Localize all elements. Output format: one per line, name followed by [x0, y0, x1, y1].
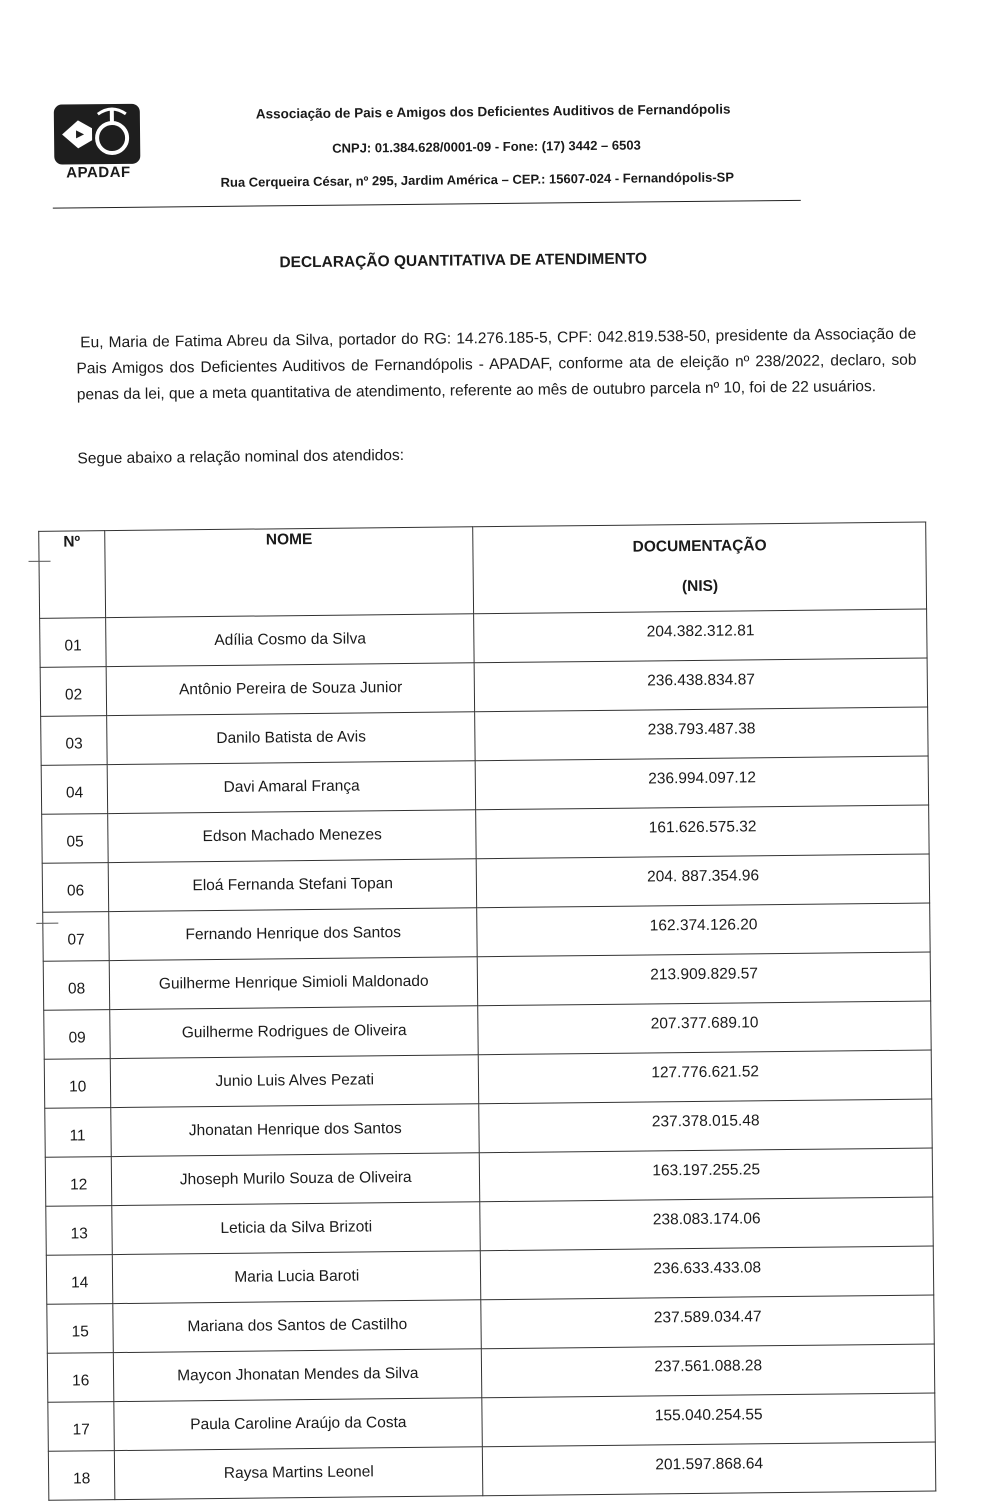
list-intro: Segue abaixo a relação nominal dos atendidos: [77, 446, 405, 468]
row-nis: 161.626.575.32 [476, 805, 929, 859]
row-number: 17 [48, 1402, 115, 1452]
row-nis: 207.377.689.10 [478, 1001, 931, 1055]
row-nis: 238.083.174.06 [480, 1197, 933, 1251]
row-number: 02 [40, 667, 107, 717]
row-nis: 238.793.487.38 [475, 707, 928, 761]
row-name: Antônio Pereira de Souza Junior [106, 663, 475, 716]
row-name: Guilherme Rodrigues de Oliveira [110, 1006, 479, 1059]
row-name: Maycon Jhonatan Mendes da Silva [113, 1349, 482, 1402]
row-name: Fernando Henrique dos Santos [109, 908, 478, 961]
row-name: Maria Lucia Baroti [112, 1251, 481, 1304]
row-number: 12 [45, 1157, 112, 1207]
row-number: 04 [41, 765, 108, 815]
row-nis: 204.382.312.81 [474, 609, 927, 663]
document-title: DECLARAÇÃO QUANTITATIVA DE ATENDIMENTO [279, 250, 648, 272]
row-number: 09 [44, 1010, 111, 1060]
row-nis: 201.597.868.64 [483, 1442, 936, 1496]
row-nis: 236.438.834.87 [475, 658, 928, 712]
row-number: 03 [41, 716, 108, 766]
row-nis: 162.374.126.20 [477, 903, 930, 957]
row-nis: 237.589.034.47 [481, 1295, 934, 1349]
row-name: Edson Machado Menezes [108, 810, 477, 863]
row-nis: 236.994.097.12 [476, 756, 929, 810]
row-number: 06 [42, 863, 109, 913]
header-doc-line2: (NIS) [681, 577, 719, 596]
scan-mark [36, 923, 58, 924]
row-number: 11 [45, 1108, 112, 1158]
row-name: Jhoseph Murilo Souza de Oliveira [111, 1153, 480, 1206]
row-name: Raysa Martins Leonel [114, 1447, 483, 1500]
row-name: Leticia da Silva Brizoti [112, 1202, 481, 1255]
row-nis: 163.197.255.25 [480, 1148, 933, 1202]
row-nis: 127.776.621.52 [479, 1050, 932, 1104]
row-number: 10 [44, 1059, 111, 1109]
declaration-paragraph: Eu, Maria de Fatima Abreu da Silva, portador do RG: 14.276.185-5, CPF: 042.819.538-50, presidente da Associação de Pais Amigos dos Deficientes Auditivos de Fernandópolis - APADAF, conforme ata de eleição nº 238/2022, declaro, sob penas da lei, que a meta quantitativa de atendimento, referente ao mês de outubro parcela nº 10, foi de 22 usuários. [76, 325, 917, 404]
row-name: Junio Luis Alves Pezati [110, 1055, 479, 1108]
row-number: 05 [42, 814, 109, 864]
header-doc-line1: DOCUMENTAÇÃO [632, 537, 767, 556]
table-row [48, 1442, 935, 1500]
row-number: 07 [43, 912, 110, 962]
logo-text: APADAF [66, 163, 131, 182]
table-header-row [39, 522, 927, 618]
attendees-table [38, 522, 936, 1501]
row-name: Jhonatan Henrique dos Santos [111, 1104, 480, 1157]
row-number: 01 [40, 618, 107, 668]
row-nis: 155.040.254.55 [482, 1393, 935, 1447]
row-nis: 237.378.015.48 [479, 1099, 932, 1153]
row-name: Eloá Fernanda Stefani Topan [108, 859, 477, 912]
row-name: Danilo Batista de Avis [107, 712, 476, 765]
row-name: Davi Amaral França [107, 761, 476, 814]
row-number: 08 [43, 961, 110, 1011]
row-number: 15 [47, 1304, 114, 1354]
organization-cnpj-phone: CNPJ: 01.384.628/0001-09 - Fone: (17) 3442 – 6503 [332, 137, 641, 156]
row-nis: 204. 887.354.96 [477, 854, 930, 908]
row-nis: 213.909.829.57 [478, 952, 931, 1006]
row-name: Adília Cosmo da Silva [106, 614, 475, 667]
row-number: 13 [46, 1206, 113, 1256]
organization-address: Rua Cerqueira César, nº 295, Jardim América – CEP.: 15607-024 - Fernandópolis-SP [220, 169, 735, 190]
row-name: Mariana dos Santos de Castilho [113, 1300, 482, 1353]
organization-name: Associação de Pais e Amigos dos Deficientes Auditivos de Fernandópolis [255, 101, 731, 122]
row-number: 14 [46, 1255, 113, 1305]
row-nis: 237.561.088.28 [482, 1344, 935, 1398]
table-body [40, 609, 936, 1500]
row-name: Paula Caroline Araújo da Costa [114, 1398, 483, 1451]
row-nis: 236.633.433.08 [481, 1246, 934, 1300]
row-number: 18 [48, 1451, 115, 1501]
row-name: Guilherme Henrique Simioli Maldonado [109, 957, 478, 1010]
row-number: 16 [47, 1353, 114, 1403]
header-number: Nº [39, 531, 106, 619]
header-name: NOME [105, 527, 474, 618]
header-documentation [473, 522, 926, 614]
